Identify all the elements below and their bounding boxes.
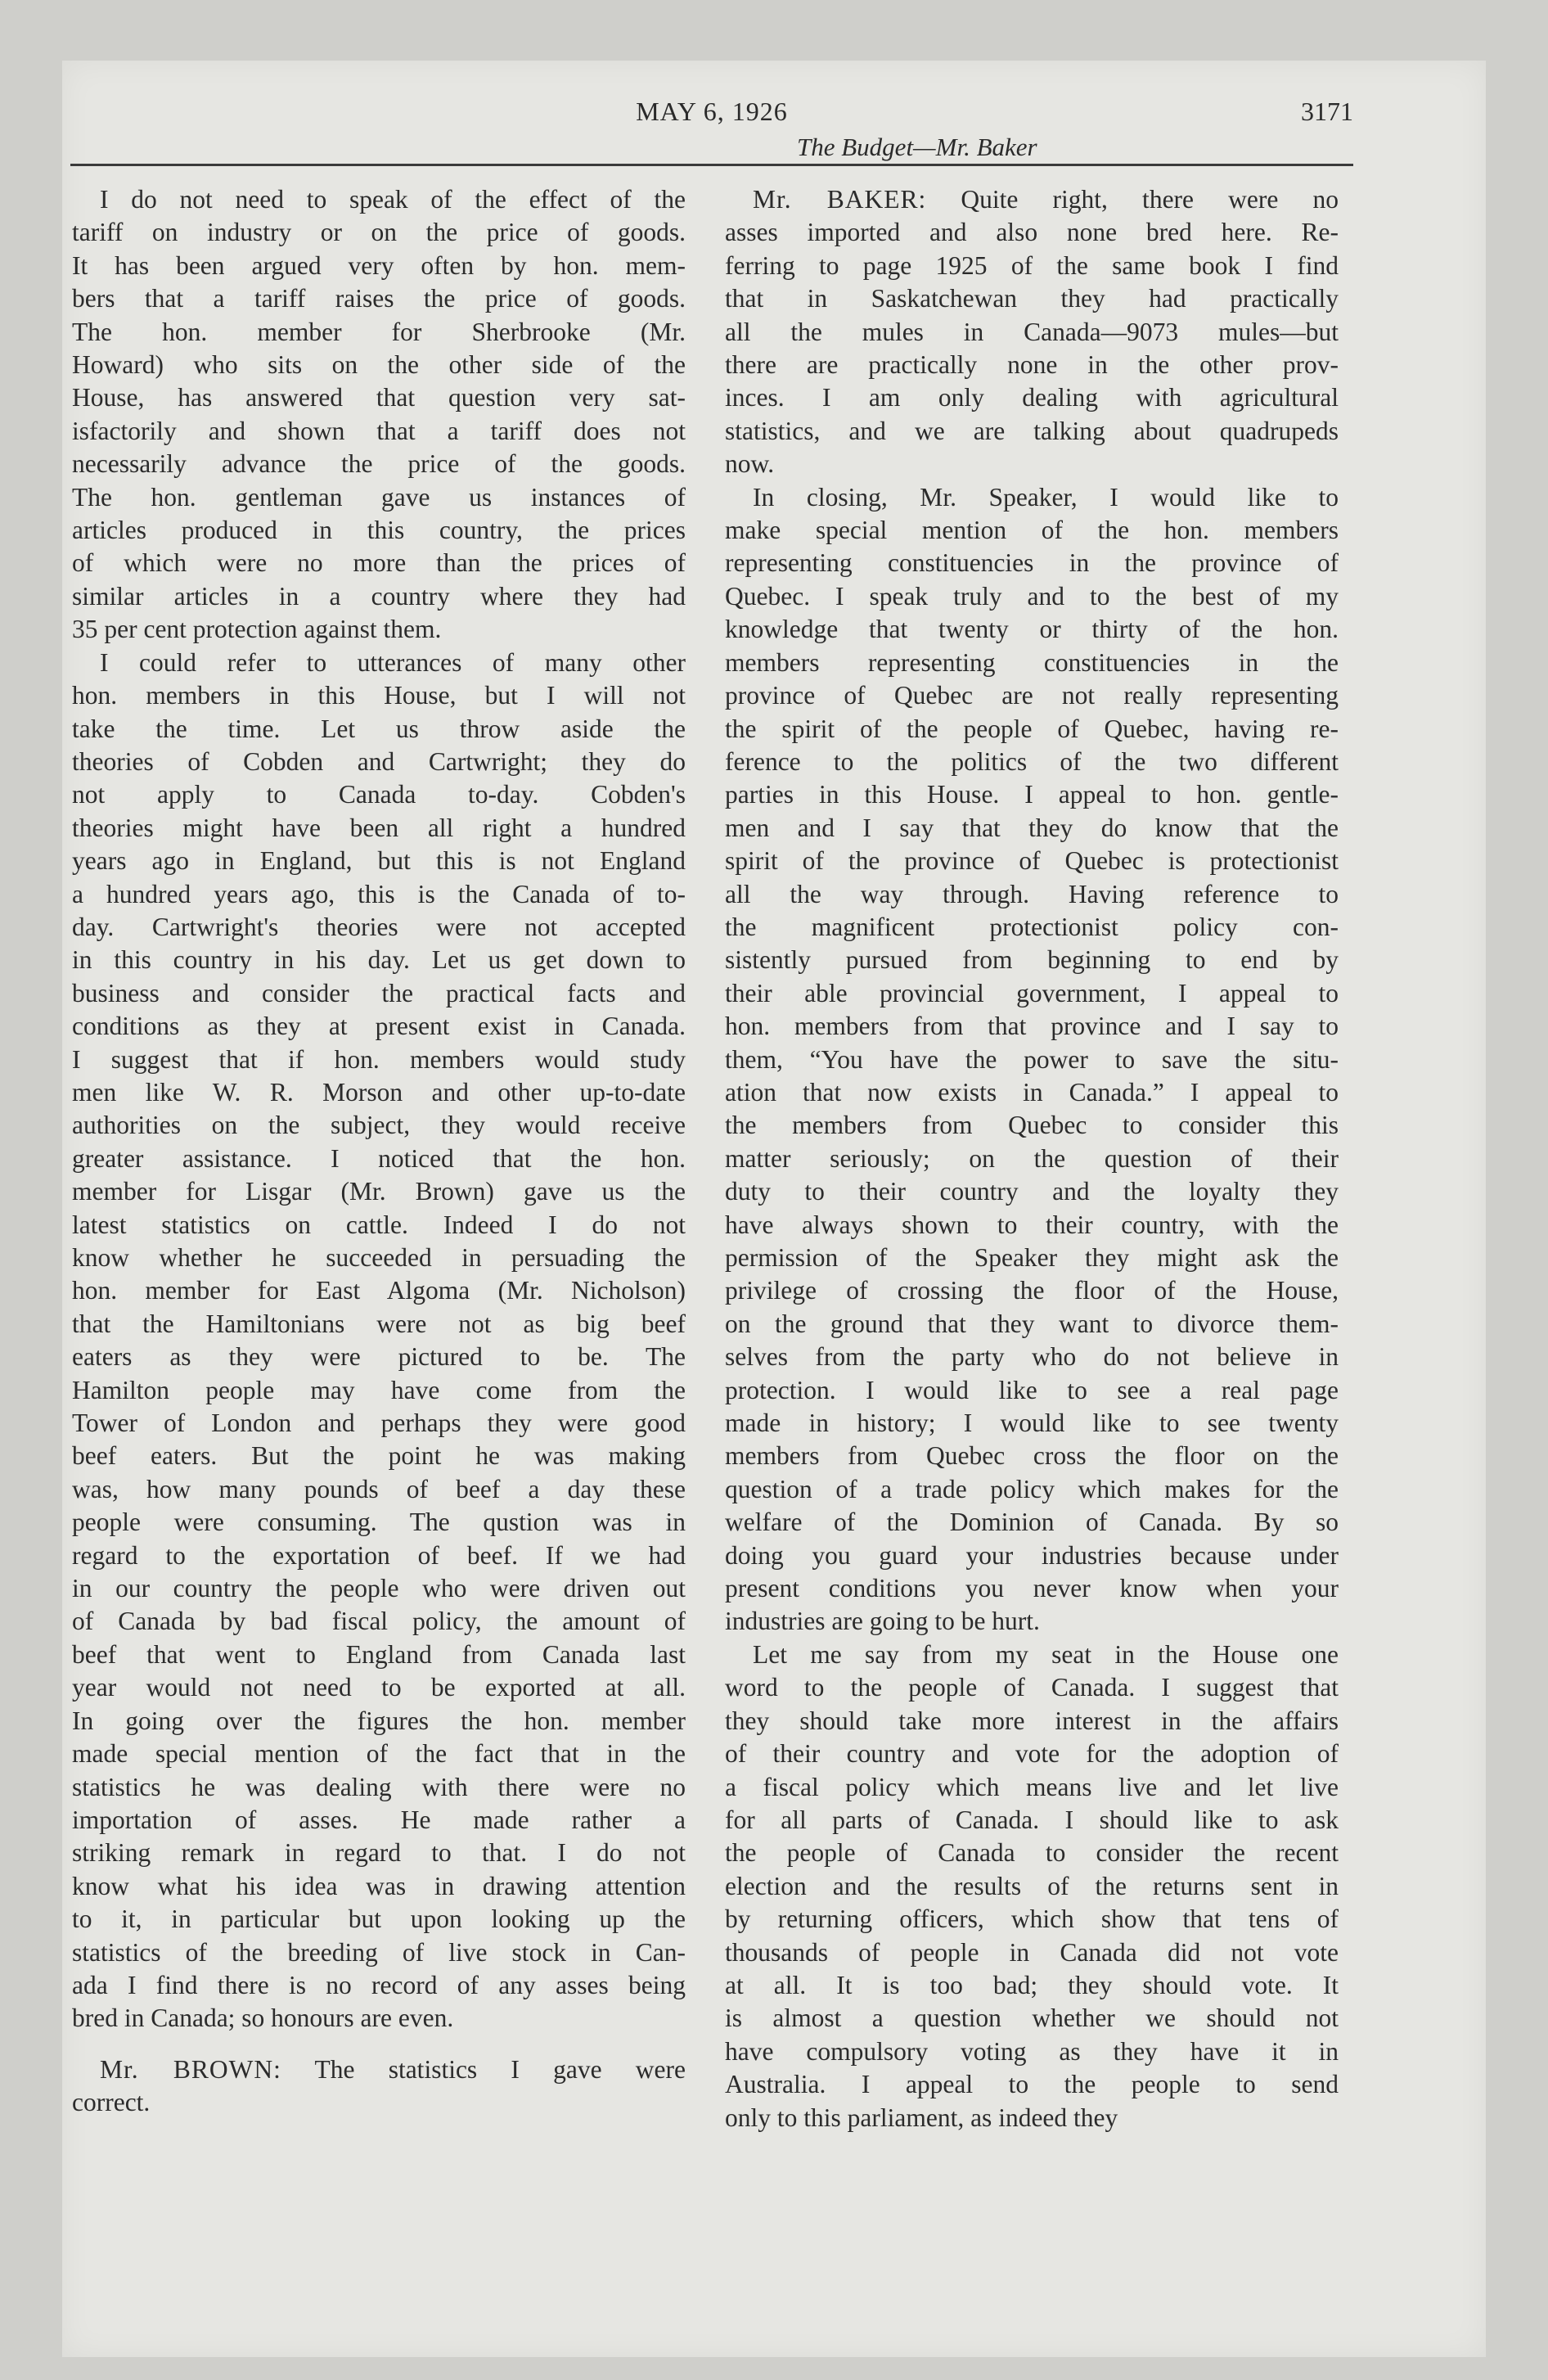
text-line: them, “You have the power to save the situ- [725, 1044, 1339, 1074]
text-line: for all parts of Canada. I should like to ask [725, 1805, 1339, 1834]
text-line: articles produced in this country, the prices [72, 516, 686, 545]
text-line: hon. members in this House, but I will not [72, 681, 686, 710]
text-line: Quebec. I speak truly and to the best of my [725, 581, 1339, 611]
text-line: Howard) who sits on the other side of the [72, 350, 686, 380]
text-line: the people of Canada to consider the recent [725, 1838, 1339, 1868]
text-line: 35 per cent protection against them. [72, 615, 442, 644]
text-line: at all. It is too bad; they should vote. It [725, 1970, 1339, 1999]
text-line: duty to their country and the loyalty they [725, 1177, 1339, 1206]
text-line: theories of Cobden and Cartwright; they do [72, 746, 686, 776]
text-line: protection. I would like to see a real page [725, 1375, 1339, 1404]
text-line: all the way through. Having reference to [725, 879, 1339, 908]
header-rule [70, 164, 1353, 166]
text-line: have compulsory voting as they have it in [725, 2036, 1339, 2066]
text-line: present conditions you never know when your [725, 1574, 1339, 1603]
text-line: members from Quebec cross the floor on the [725, 1441, 1339, 1471]
page-header [70, 97, 1353, 170]
text-line: was, how many pounds of beef a day these [72, 1474, 686, 1503]
text-line: correct. [72, 2088, 151, 2117]
header-page-number: 3171 [1301, 97, 1353, 126]
text-line: latest statistics on cattle. Indeed I do not [72, 1210, 686, 1239]
text-line: knowledge that twenty or thirty of the hon. [725, 615, 1339, 644]
text-line: welfare of the Dominion of Canada. By so [725, 1508, 1339, 1537]
text-line: asses imported and also none bred here. Re- [725, 218, 1339, 247]
text-line: members representing constituencies in the [725, 647, 1339, 677]
text-line: ferring to page 1925 of the same book I find [725, 250, 1339, 280]
text-line: Hamilton people may have come from the [72, 1375, 686, 1404]
text-line: their able provincial government, I appeal to [725, 978, 1339, 1007]
text-line: a hundred years ago, this is the Canada of to- [72, 879, 686, 908]
speaker-name: Mr. BROWN: [100, 2054, 281, 2084]
text-line: the magnificent protectionist policy con- [725, 912, 1339, 941]
text-line: sistently pursued from beginning to end by [725, 945, 1339, 975]
text-line: the spirit of the people of Quebec, having re- [725, 714, 1339, 743]
text-line: a fiscal policy which means live and let live [725, 1772, 1339, 1801]
text-line: of Canada by bad fiscal policy, the amount of [72, 1607, 686, 1636]
text-line: by returning officers, which show that tens of [725, 1904, 1339, 1934]
text-line: election and the results of the returns sent in [725, 1871, 1339, 1900]
text-line: eaters as they were pictured to be. The [72, 1342, 686, 1372]
text-line: bers that a tariff raises the price of goods. [72, 284, 686, 313]
text-line: to it, in particular but upon looking up the [72, 1904, 686, 1934]
text-line: beef eaters. But the point he was making [72, 1441, 686, 1471]
text-line: now. [725, 449, 775, 479]
text-line: House, has answered that question very sat- [72, 383, 686, 412]
text-line: is almost a question whether we should not [725, 2004, 1339, 2033]
speaker-name: Mr. BAKER: [753, 185, 927, 214]
text-line: necessarily advance the price of the goods. [72, 449, 686, 479]
text-line: hon. member for East Algoma (Mr. Nicholson) [72, 1276, 686, 1305]
text-line: have always shown to their country, with the [725, 1210, 1339, 1239]
left-paragraph-3 [72, 2053, 686, 2120]
text-line: bred in Canada; so honours are even. [72, 2004, 454, 2033]
text-line: men and I say that they do know that the [725, 813, 1339, 842]
text-line: ation that now exists in Canada.” I appeal to [725, 1077, 1339, 1107]
text-line: province of Quebec are not really representing [725, 681, 1339, 710]
text-line: representing constituencies in the province of [725, 548, 1339, 578]
text-line: men like W. R. Morson and other up-to-date [72, 1077, 686, 1107]
text-line: similar articles in a country where they had [72, 581, 686, 611]
text-line: know whether he succeeded in persuading the [72, 1243, 686, 1272]
text-line: business and consider the practical facts and [72, 978, 686, 1007]
right-paragraph-1 [725, 183, 1339, 481]
text-line: The hon. gentleman gave us instances of [72, 482, 686, 512]
text-line: in this country in his day. Let us get down to [72, 945, 686, 975]
left-column [72, 183, 686, 2120]
text-line: beef that went to England from Canada last [72, 1639, 686, 1669]
left-paragraph-2 [72, 647, 686, 2035]
text-line: isfactorily and shown that a tariff does not [72, 416, 686, 445]
text-line: thousands of people in Canada did not vote [725, 1937, 1339, 1967]
text-line: conditions as they at present exist in Canada. [72, 1012, 686, 1041]
text-line: of which were no more than the prices of [72, 548, 686, 578]
text-line: striking remark in regard to that. I do not [72, 1838, 686, 1868]
text-line: matter seriously; on the question of their [725, 1143, 1339, 1173]
left-paragraph-1 [72, 183, 686, 647]
text-line: that in Saskatchewan they had practically [725, 284, 1339, 313]
text-line: ada I find there is no record of any asses being [72, 1970, 686, 1999]
text-line: year would not need to be exported at all. [72, 1673, 686, 1702]
text-line: theories might have been all right a hundred [72, 813, 686, 842]
text-line: It has been argued very often by hon. mem- [72, 250, 686, 280]
text-line: all the mules in Canada—9073 mules—but [725, 317, 1339, 346]
text-line: inces. I am only dealing with agricultural [725, 383, 1339, 412]
text-line: importation of asses. He made rather a [72, 1805, 686, 1834]
text-line: industries are going to be hurt. [725, 1607, 1040, 1636]
text-line: In closing, Mr. Speaker, I would like to [753, 482, 1339, 512]
text-line: statistics, and we are talking about quadrupeds [725, 416, 1339, 445]
text-line: in our country the people who were driven out [72, 1574, 686, 1603]
text-line: word to the people of Canada. I suggest that [725, 1673, 1339, 1702]
header-date: MAY 6, 1926 [636, 97, 788, 126]
text-line: statistics of the breeding of live stock in Can- [72, 1937, 686, 1967]
text-line: authorities on the subject, they would receive [72, 1111, 686, 1140]
text-line: doing you guard your industries because under [725, 1540, 1339, 1570]
text-line: Mr. BROWN: The statistics I gave were [100, 2054, 686, 2084]
text-line: parties in this House. I appeal to hon. gentle- [725, 780, 1339, 809]
right-paragraph-3 [725, 1639, 1339, 2134]
text-line: Australia. I appeal to the people to send [725, 2070, 1339, 2099]
text-line: Let me say from my seat in the House one [753, 1639, 1339, 1669]
text-line: make special mention of the hon. members [725, 516, 1339, 545]
text-line: I could refer to utterances of many other [100, 647, 686, 677]
text-line: I suggest that if hon. members would study [72, 1044, 686, 1074]
text-line: of their country and vote for the adoption of [725, 1739, 1339, 1769]
text-line: permission of the Speaker they might ask the [725, 1243, 1339, 1272]
text-line: made in history; I would like to see twenty [725, 1409, 1339, 1438]
text-line: greater assistance. I noticed that the hon. [72, 1143, 686, 1173]
text-line: not apply to Canada to-day. Cobden's [72, 780, 686, 809]
text-line: people were consuming. The qustion was in [72, 1508, 686, 1537]
text-line: I do not need to speak of the effect of the [100, 185, 686, 214]
text-line: spirit of the province of Quebec is protectionist [725, 846, 1339, 876]
text-line: Mr. BAKER: Quite right, there were no [753, 185, 1339, 214]
text-line: member for Lisgar (Mr. Brown) gave us the [72, 1177, 686, 1206]
text-line: privilege of crossing the floor of the House, [725, 1276, 1339, 1305]
text-line: hon. members from that province and I say to [725, 1012, 1339, 1041]
text-line: the members from Quebec to consider this [725, 1111, 1339, 1140]
text-line: take the time. Let us throw aside the [72, 714, 686, 743]
right-column [725, 183, 1339, 2134]
text-line: tariff on industry or on the price of goods. [72, 218, 686, 247]
text-line: selves from the party who do not believe in [725, 1342, 1339, 1372]
text-line: ference to the politics of the two different [725, 746, 1339, 776]
text-line: on the ground that they want to divorce them- [725, 1309, 1339, 1338]
right-paragraph-2 [725, 481, 1339, 1639]
text-line: statistics he was dealing with there were no [72, 1772, 686, 1801]
text-line: day. Cartwright's theories were not accepted [72, 912, 686, 941]
header-running-title: The Budget—Mr. Baker [797, 133, 1037, 161]
text-line: made special mention of the fact that in the [72, 1739, 686, 1769]
text-line: question of a trade policy which makes for the [725, 1474, 1339, 1503]
text-line: The hon. member for Sherbrooke (Mr. [72, 317, 686, 346]
text-line: regard to the exportation of beef. If we had [72, 1540, 686, 1570]
text-line: only to this parliament, as indeed they [725, 2103, 1118, 2132]
text-line: years ago in England, but this is not England [72, 846, 686, 876]
text-line: Tower of London and perhaps they were good [72, 1409, 686, 1438]
text-line: they should take more interest in the affairs [725, 1706, 1339, 1735]
text-line: In going over the figures the hon. member [72, 1706, 686, 1735]
text-line: there are practically none in the other prov- [725, 350, 1339, 380]
text-line: know what his idea was in drawing attention [72, 1871, 686, 1900]
text-line: that the Hamiltonians were not as big beef [72, 1309, 686, 1338]
